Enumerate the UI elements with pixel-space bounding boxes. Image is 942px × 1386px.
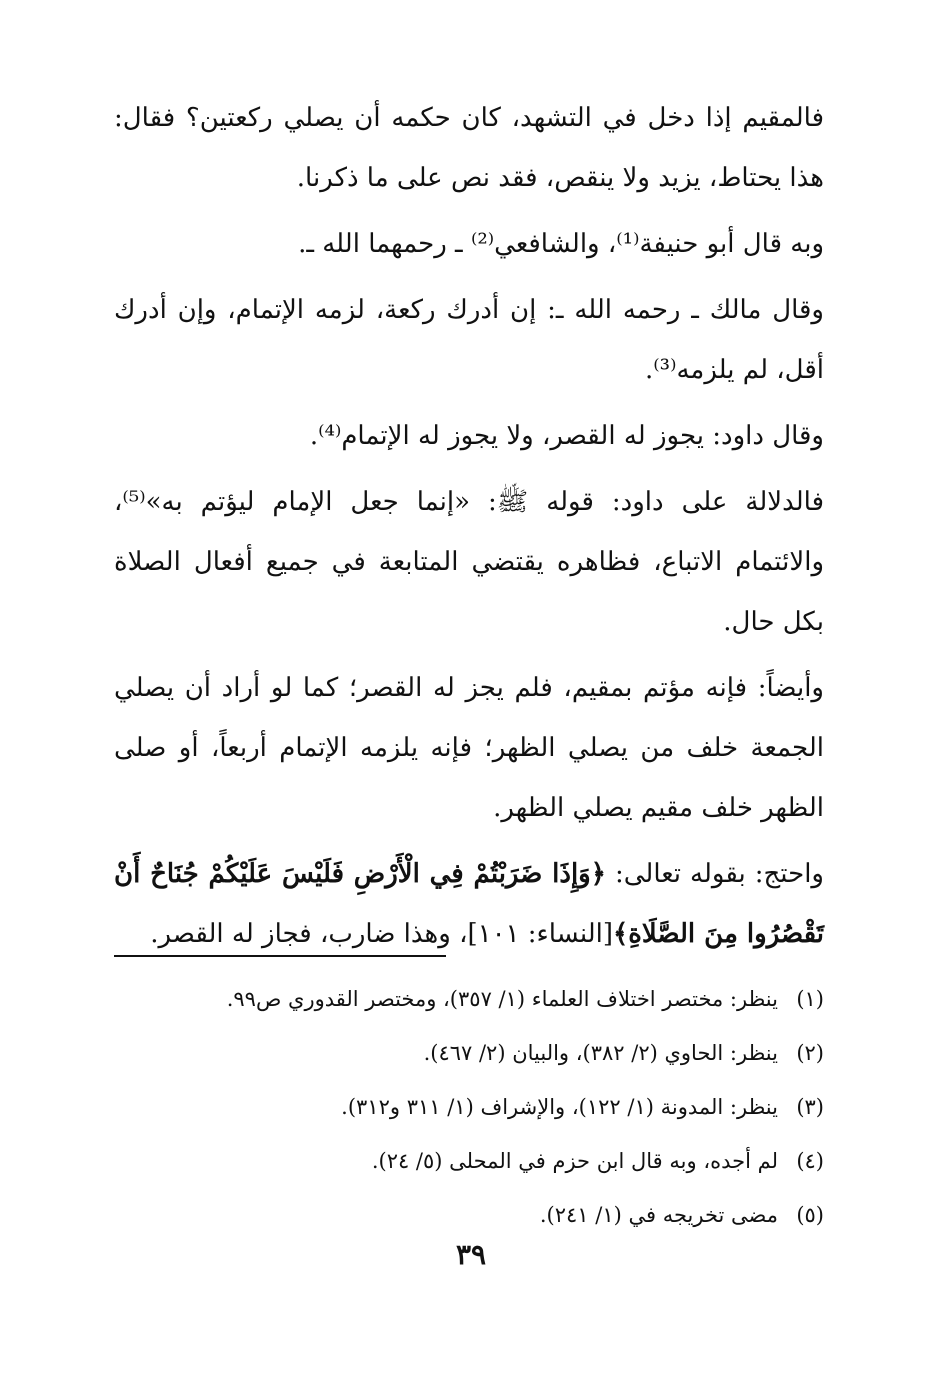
footnote-number: (٢) [796,1041,824,1065]
footnote-divider [114,955,446,957]
footnote-text: لم أجده، وبه قال ابن حزم في المحلى (٥/ ٢٤). [371,1149,778,1173]
footnote-number: (٤) [796,1149,824,1173]
paragraph: وأيضاً: فإنه مؤتم بمقيم، فلم يجز له القصر؛ كما لو أراد أن يصلي الجمعة خلف من يصلي الظهر؛ فإنه يلزمه الإتمام أربعاً، أو صلى الظهر خلف مقيم يصلي الظهر. [114,673,824,823]
footnote-item [114,1134,824,1188]
main-text [114,88,824,970]
footnote-number: (٥) [796,1203,824,1227]
paragraph-lead-text: واحتج: بقوله تعالى: [605,859,824,889]
quran-verse: ﴿وَإِذَا ضَرَبْتُمْ فِي الْأَرْضِ فَلَيْسَ عَلَيْكُمْ جُنَاحٌ أَنْ تَقْصُرُوا مِنَ الصَّلَاةِ﴾ [114,859,824,949]
paragraph-quran-citation [114,844,824,964]
footnote-item [114,1080,824,1134]
footnote-text: مضى تخريجه في (١/ ٢٤١). [539,1203,778,1227]
footnote-number: (٣) [796,1095,824,1119]
footnote-number: (١) [796,987,824,1011]
footnote-item [114,1026,824,1080]
footnotes [114,972,824,1242]
footnote-text: ينظر: المدونة (١/ ١٢٢)، والإشراف (١/ ٣١١ و٣١٢). [341,1095,778,1119]
paragraph: وقال مالك ـ رحمه الله ـ: إن أدرك ركعة، لزمه الإتمام، وإن أدرك أقل، لم يلزمه⁽³⁾. [114,295,824,385]
footnote-text: ينظر: مختصر اختلاف العلماء (١/ ٣٥٧)، ومختصر القدوري ص٩٩. [226,987,778,1011]
page-number: ٣٩ [455,1238,487,1271]
paragraph: فالمقيم إذا دخل في التشهد، كان حكمه أن يصلي ركعتين؟ فقال: هذا يحتاط، يزيد ولا ينقص، فقد نص على ما ذكرنا. [114,103,824,193]
paragraph: فالدلالة على داود: قوله ﷺ: «إنما جعل الإمام ليؤتم به»⁽⁵⁾، والائتمام الاتباع، فظاهره يقتضي المتابعة في جميع أفعال الصلاة بكل حال. [114,487,824,637]
footnote-item [114,972,824,1026]
paragraph: وبه قال أبو حنيفة⁽¹⁾، والشافعي⁽²⁾ ـ رحمهما الله ـ. [298,229,824,259]
paragraph-tail-text: [النساء: ١٠١]، وهذا ضارب، فجاز له القصر. [150,919,614,949]
footnote-item [114,1188,824,1242]
footnote-text: ينظر: الحاوي (٢/ ٣٨٢)، والبيان (٢/ ٤٦٧). [423,1041,778,1065]
paragraph: وقال داود: يجوز له القصر، ولا يجوز له الإتمام⁽⁴⁾. [309,421,824,451]
